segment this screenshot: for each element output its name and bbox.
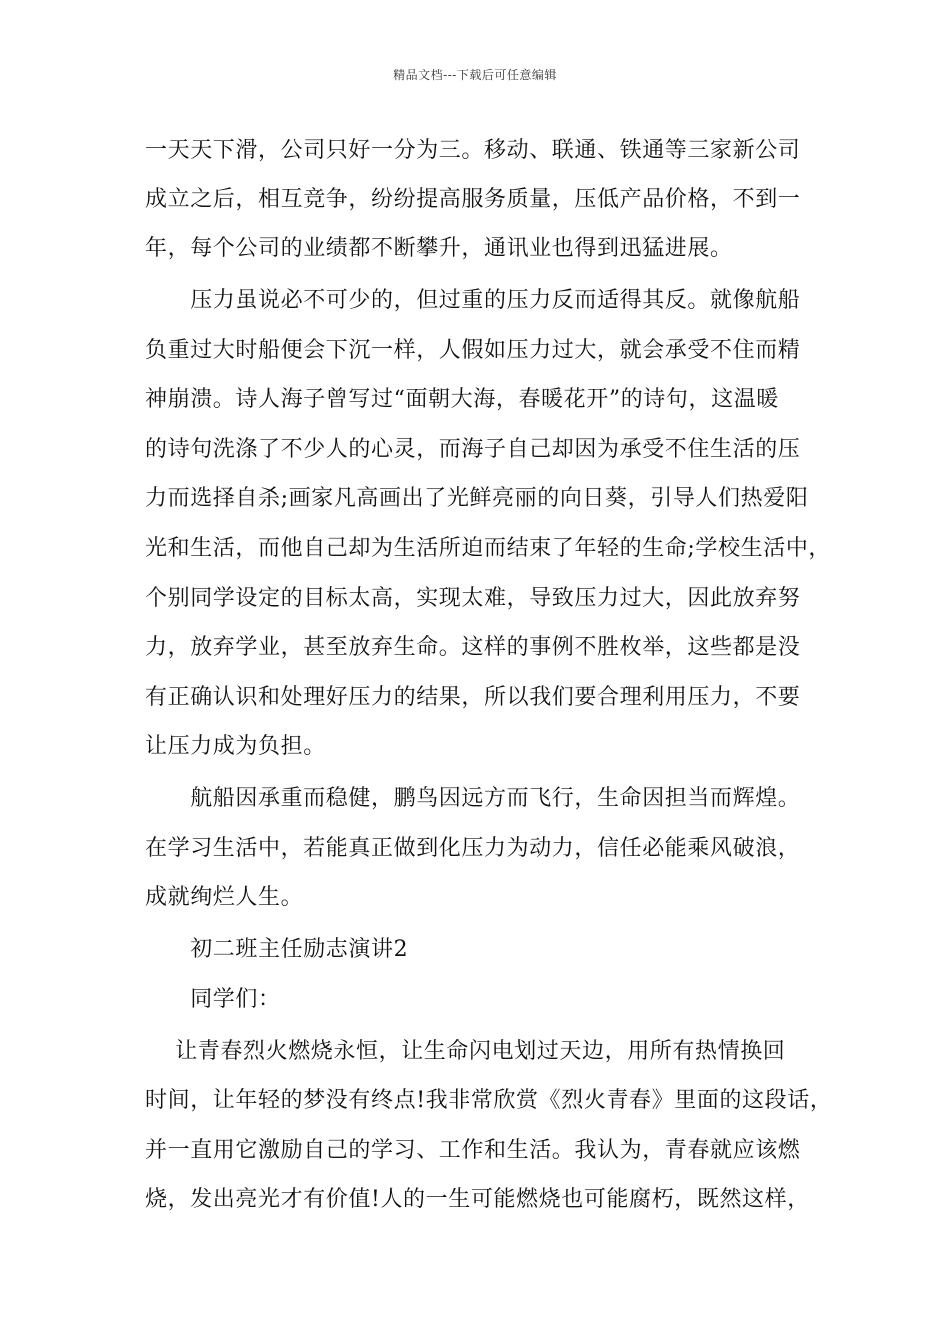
section-title: 初二班主任励志演讲2: [145, 937, 409, 962]
text-line: 力而选择自杀;画家凡高画出了光鲜亮丽的向日葵，引导人们热爱阳: [145, 486, 809, 511]
text-line: 让青春烈火燃烧永恒，让生命闪电划过天边，用所有热情换回: [145, 1039, 786, 1064]
text-line: 神崩溃。诗人海子曾写过“面朝大海，春暖花开”的诗句，这温暖: [145, 387, 779, 412]
text-line: 的诗句洗涤了不少人的心灵，而海子自己却因为承受不住生活的压: [145, 437, 801, 462]
text-line: 航船因承重而稳健，鹏鸟因远方而飞行，生命因担当而辉煌。: [145, 786, 801, 811]
text-line: 让压力成为负担。: [145, 734, 326, 759]
text-line: 并一直用它激励自己的学习、工作和生活。我认为，青春就应该燃: [145, 1138, 801, 1163]
text-line: 成立之后，相互竞争，纷纷提高服务质量，压低产品价格，不到一: [145, 187, 801, 212]
text-line: 烧，发出亮光才有价值!人的一生可能燃烧也可能腐朽，既然这样，: [145, 1187, 810, 1212]
text-line: 年，每个公司的业绩都不断攀升，通讯业也得到迅猛进展。: [145, 236, 733, 261]
text-line: 光和生活，而他自己却为生活所迫而结束了年轻的生命;学校生活中，: [145, 536, 832, 561]
text-line: 成就绚烂人生。: [145, 885, 304, 910]
salutation: 同学们：: [145, 987, 281, 1012]
page-header: 精品文档---下载后可任意编辑: [393, 68, 557, 82]
text-line: 有正确认识和处理好压力的结果，所以我们要合理利用压力，不要: [145, 685, 801, 710]
text-line: 负重过大时船便会下沉一样，人假如压力过大，就会承受不住而精: [145, 338, 801, 363]
text-line: 在学习生活中，若能真正做到化压力为动力，信任必能乘风破浪，: [145, 836, 801, 861]
text-line: 一天天下滑，公司只好一分为三。移动、联通、铁通等三家新公司: [145, 138, 801, 163]
text-line: 时间，让年轻的梦没有终点!我非常欣赏《烈火青春》里面的这段话，: [145, 1088, 833, 1113]
text-line: 压力虽说必不可少的，但过重的压力反而适得其反。就像航船: [145, 288, 801, 313]
text-line: 力，放弃学业，甚至放弃生命。这样的事例不胜枚举，这些都是没: [145, 635, 801, 660]
text-line: 个别同学设定的目标太高，实现太难，导致压力过大，因此放弃努: [145, 586, 801, 611]
